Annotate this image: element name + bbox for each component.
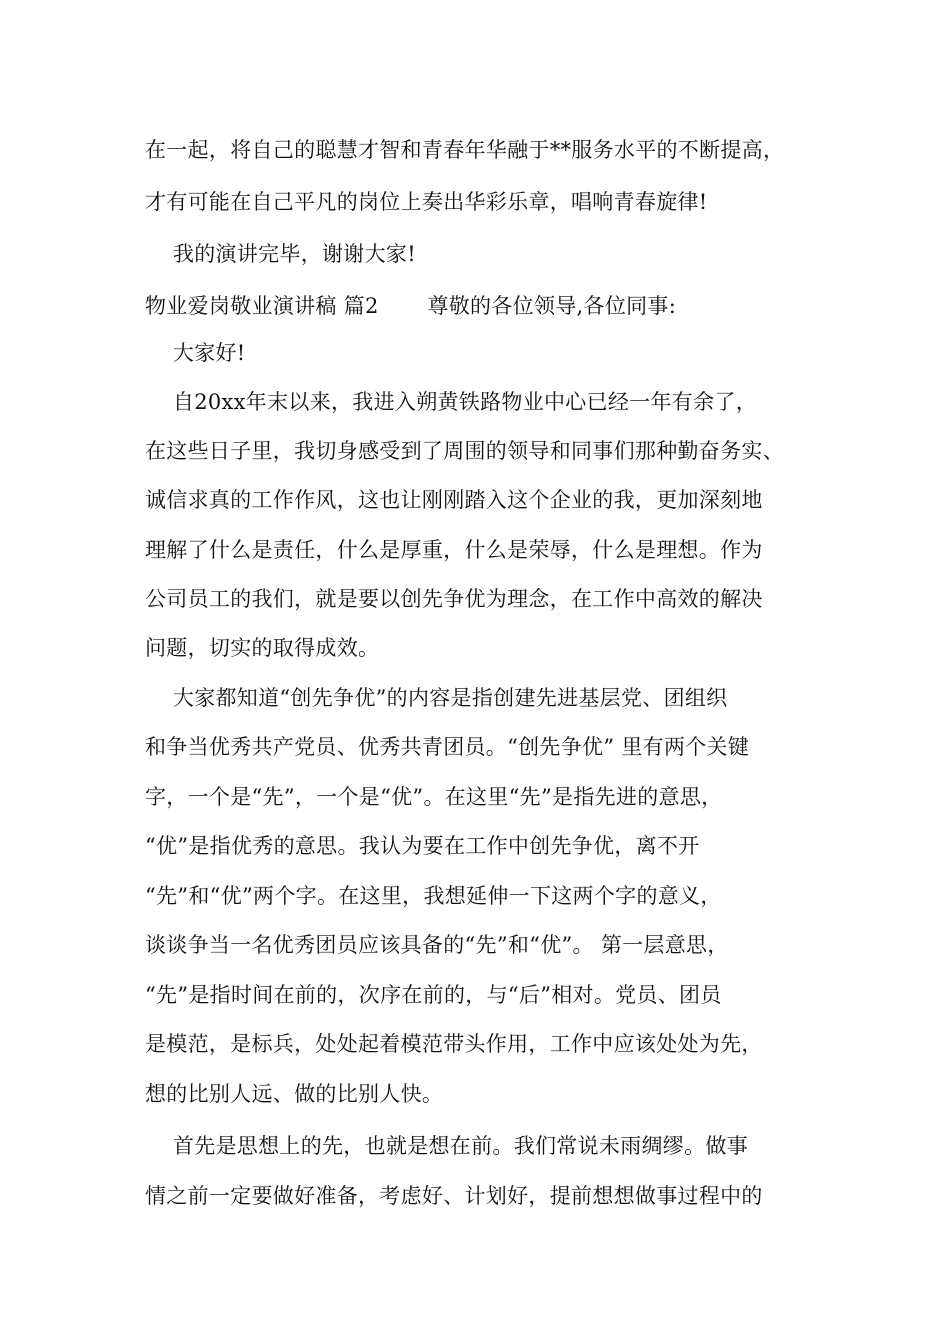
- text-line: 在这些日子里，我切身感受到了周围的领导和同事们那种勤奋务实、: [145, 439, 784, 463]
- text-line: 字，一个是“先”，一个是“优”。在这里“先”是指先进的意思，: [145, 785, 723, 809]
- section-heading-line: 物业爱岗敬业演讲稿 篇2 尊敬的各位领导,各位同事:: [145, 294, 677, 318]
- text-line: 是模范，是标兵，处处起着模范带头作用，工作中应该处处为先，: [145, 1032, 763, 1056]
- text-line: 才有可能在自己平凡的岗位上奏出华彩乐章，唱响青春旋律!: [145, 190, 708, 214]
- text-line: 和争当优秀共产党员、优秀共青团员。“创先争优” 里有两个关键: [145, 735, 750, 759]
- text-line: 诚信求真的工作作风，这也让刚刚踏入这个企业的我，更加深刻地: [145, 488, 763, 512]
- text-line: “先”和“优”两个字。在这里，我想延伸一下这两个字的意义，: [145, 884, 722, 908]
- text-line: 谈谈争当一名优秀团员应该具备的“先”和“优”。 第一层意思，: [145, 933, 729, 957]
- text-line: 公司员工的我们，就是要以创先争优为理念，在工作中高效的解决: [145, 587, 763, 611]
- text-line: “先”是指时间在前的，次序在前的，与“后”相对。党员、团员: [145, 983, 722, 1007]
- text-line: 想的比别人远、做的比别人快。: [145, 1082, 444, 1106]
- text-line: 大家好!: [145, 341, 246, 365]
- text-line: 理解了什么是责任，什么是厚重，什么是荣辱，什么是理想。作为: [145, 538, 763, 562]
- text-line: 情之前一定要做好准备，考虑好、计划好，提前想想做事过程中的: [145, 1184, 763, 1208]
- text-line: 自20xx年末以来，我进入朔黄铁路物业中心已经一年有余了，: [145, 390, 758, 414]
- text-line: 首先是思想上的先，也就是想在前。我们常说未雨绸缪。做事: [145, 1134, 748, 1158]
- text-line: “优”是指优秀的意思。我认为要在工作中创先争优，离不开: [145, 834, 700, 858]
- text-line: 我的演讲完毕，谢谢大家!: [145, 242, 416, 266]
- text-line: 大家都知道“创先争优”的内容是指创建先进基层党、团组织: [145, 686, 728, 710]
- text-line: 问题，切实的取得成效。: [145, 636, 380, 660]
- text-line: 在一起，将自己的聪慧才智和青春年华融于**服务水平的不断提高，: [145, 138, 785, 162]
